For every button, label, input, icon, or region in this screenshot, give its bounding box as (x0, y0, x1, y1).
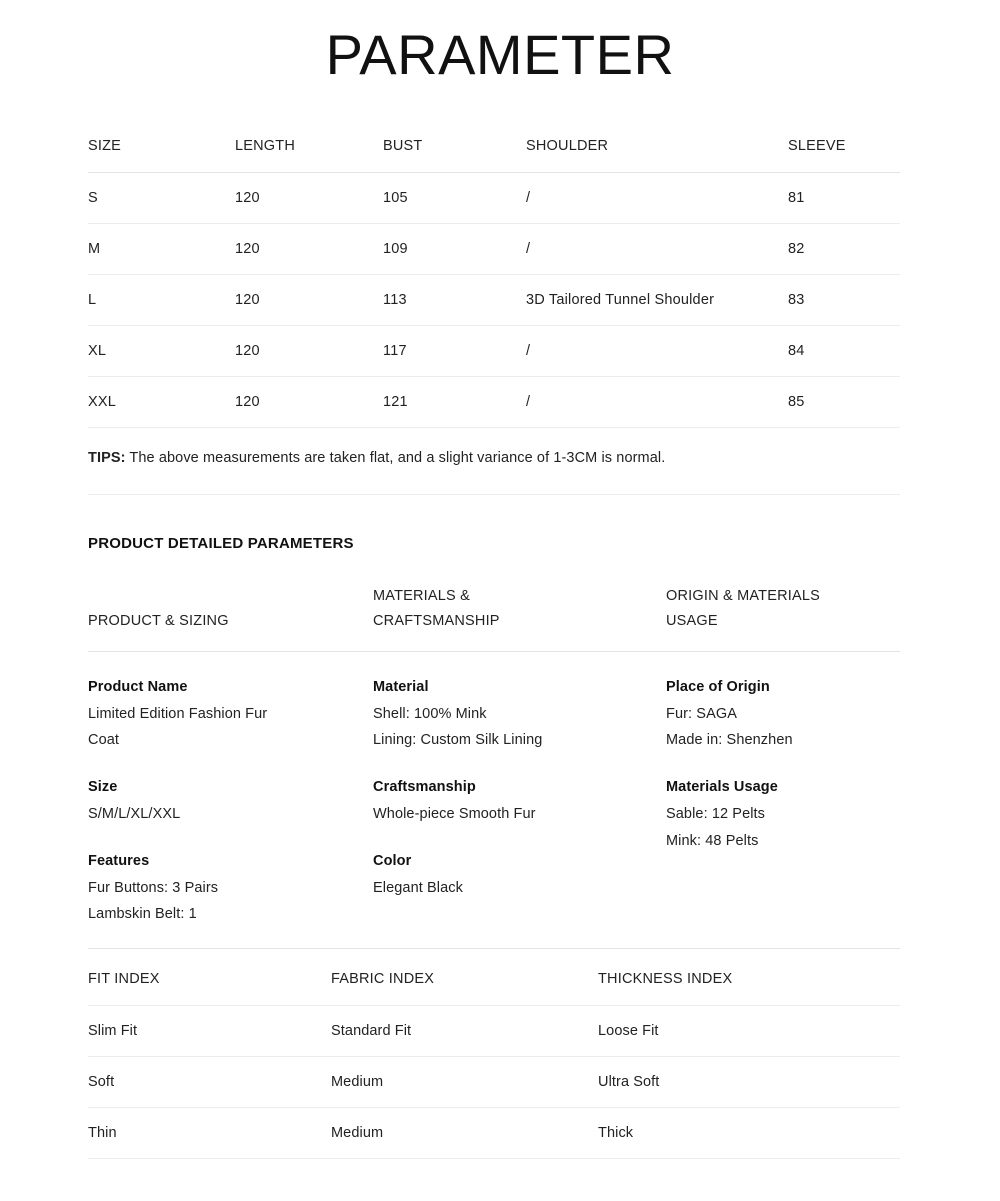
cell-length: 120 (235, 326, 383, 377)
product-name-value-line1: Limited Edition Fashion Fur (88, 705, 268, 722)
cell-size: L (88, 275, 235, 326)
size-column-header: SIZE (88, 138, 235, 173)
craftsmanship-title: Craftsmanship (373, 779, 476, 796)
cell-shoulder: / (526, 173, 788, 224)
product-name-value-line2: Coat (88, 732, 120, 749)
cell-size: S (88, 173, 235, 224)
tips-note (88, 450, 900, 466)
color-value: Elegant Black (373, 879, 463, 896)
material-group (373, 674, 652, 754)
cell-shoulder: / (526, 377, 788, 428)
bust-column-header: BUST (383, 138, 526, 173)
size-title: Size (88, 779, 118, 796)
size-group (88, 774, 359, 828)
origin-materials-usage-column-header (666, 584, 900, 651)
tips-label: TIPS: (88, 450, 126, 466)
product-sizing-column-header (88, 584, 373, 651)
cell-fabric: Medium (331, 1057, 598, 1108)
detail-header-row (88, 584, 900, 651)
color-group (373, 848, 652, 902)
features-value-line2: Lambskin Belt: 1 (88, 906, 197, 923)
table-row (88, 377, 900, 428)
cell-fabric: Standard Fit (331, 1006, 598, 1057)
cell-thickness: Thick (598, 1108, 900, 1159)
material-title: Material (373, 678, 429, 695)
content-wrapper (88, 138, 900, 1159)
materials-craftsmanship-column-header (373, 584, 666, 651)
thickness-index-column-header: THICKNESS INDEX (598, 949, 900, 1006)
table-row (88, 275, 900, 326)
materials-usage-value-line2: Mink: 48 Pelts (666, 832, 759, 849)
length-column-header: LENGTH (235, 138, 383, 173)
cell-fit: Slim Fit (88, 1006, 331, 1057)
cell-size: XXL (88, 377, 235, 428)
features-group (88, 848, 359, 928)
cell-bust: 121 (383, 377, 526, 428)
table-row (88, 1108, 900, 1159)
section-divider (88, 494, 900, 495)
materials-craftsmanship-cell (373, 651, 666, 949)
craftsmanship-group (373, 774, 652, 828)
features-title: Features (88, 852, 150, 869)
color-title: Color (373, 852, 412, 869)
cell-sleeve: 82 (788, 224, 900, 275)
detail-table-body (88, 651, 900, 949)
place-of-origin-value-line1: Fur: SAGA (666, 705, 737, 722)
size-chart-table (88, 138, 900, 428)
detailed-parameters-table (88, 584, 900, 949)
cell-size: XL (88, 326, 235, 377)
detailed-parameters-heading: PRODUCT DETAILED PARAMETERS (88, 535, 354, 552)
material-value-line1: Shell: 100% Mink (373, 705, 487, 722)
fabric-index-column-header: FABRIC INDEX (331, 949, 598, 1006)
size-table-header-row (88, 138, 900, 173)
fit-index-column-header: FIT INDEX (88, 949, 331, 1006)
product-name-group (88, 674, 359, 754)
place-of-origin-title: Place of Origin (666, 678, 770, 695)
table-row (88, 326, 900, 377)
cell-shoulder: / (526, 224, 788, 275)
cell-length: 120 (235, 275, 383, 326)
cell-sleeve: 84 (788, 326, 900, 377)
product-name-title: Product Name (88, 678, 188, 695)
table-row (88, 1057, 900, 1108)
sleeve-column-header: SLEEVE (788, 138, 900, 173)
product-sizing-header-line1: PRODUCT & SIZING (88, 613, 229, 630)
origin-materials-usage-cell (666, 651, 900, 949)
cell-sleeve: 83 (788, 275, 900, 326)
table-row (88, 173, 900, 224)
table-row (88, 224, 900, 275)
cell-bust: 117 (383, 326, 526, 377)
origin-header-line2: USAGE (666, 613, 718, 630)
table-row (88, 1006, 900, 1057)
materials-header-line2: CRAFTSMANSHIP (373, 613, 500, 630)
materials-usage-value-line1: Sable: 12 Pelts (666, 806, 766, 822)
page-title: PARAMETER (325, 23, 675, 86)
origin-header-line1: ORIGIN & MATERIALS (666, 588, 820, 604)
cell-fit: Soft (88, 1057, 331, 1108)
tips-text: The above measurements are taken flat, and a slight variance of 1-3CM is normal. (125, 450, 666, 466)
place-of-origin-group (666, 674, 886, 754)
materials-header-line1: MATERIALS & (373, 588, 471, 604)
cell-bust: 113 (383, 275, 526, 326)
product-sizing-cell (88, 651, 373, 949)
cell-fabric: Medium (331, 1108, 598, 1159)
cell-shoulder: 3D Tailored Tunnel Shoulder (526, 275, 788, 326)
cell-thickness: Ultra Soft (598, 1057, 900, 1108)
materials-usage-group (666, 774, 886, 854)
cell-fit: Thin (88, 1108, 331, 1159)
index-table (88, 949, 900, 1159)
size-value: S/M/L/XL/XXL (88, 806, 181, 822)
index-header-row (88, 949, 900, 1006)
cell-sleeve: 85 (788, 377, 900, 428)
cell-bust: 109 (383, 224, 526, 275)
cell-length: 120 (235, 224, 383, 275)
features-value-line1: Fur Buttons: 3 Pairs (88, 879, 219, 896)
cell-thickness: Loose Fit (598, 1006, 900, 1057)
cell-shoulder: / (526, 326, 788, 377)
cell-length: 120 (235, 173, 383, 224)
size-table-body (88, 173, 900, 428)
materials-usage-title: Materials Usage (666, 779, 778, 796)
place-of-origin-value-line2: Made in: Shenzhen (666, 732, 793, 749)
index-table-body (88, 1006, 900, 1159)
craftsmanship-value: Whole-piece Smooth Fur (373, 806, 536, 822)
cell-sleeve: 81 (788, 173, 900, 224)
detail-content-row (88, 651, 900, 949)
shoulder-column-header: SHOULDER (526, 138, 788, 173)
material-value-line2: Lining: Custom Silk Lining (373, 732, 543, 749)
cell-size: M (88, 224, 235, 275)
cell-bust: 105 (383, 173, 526, 224)
cell-length: 120 (235, 377, 383, 428)
